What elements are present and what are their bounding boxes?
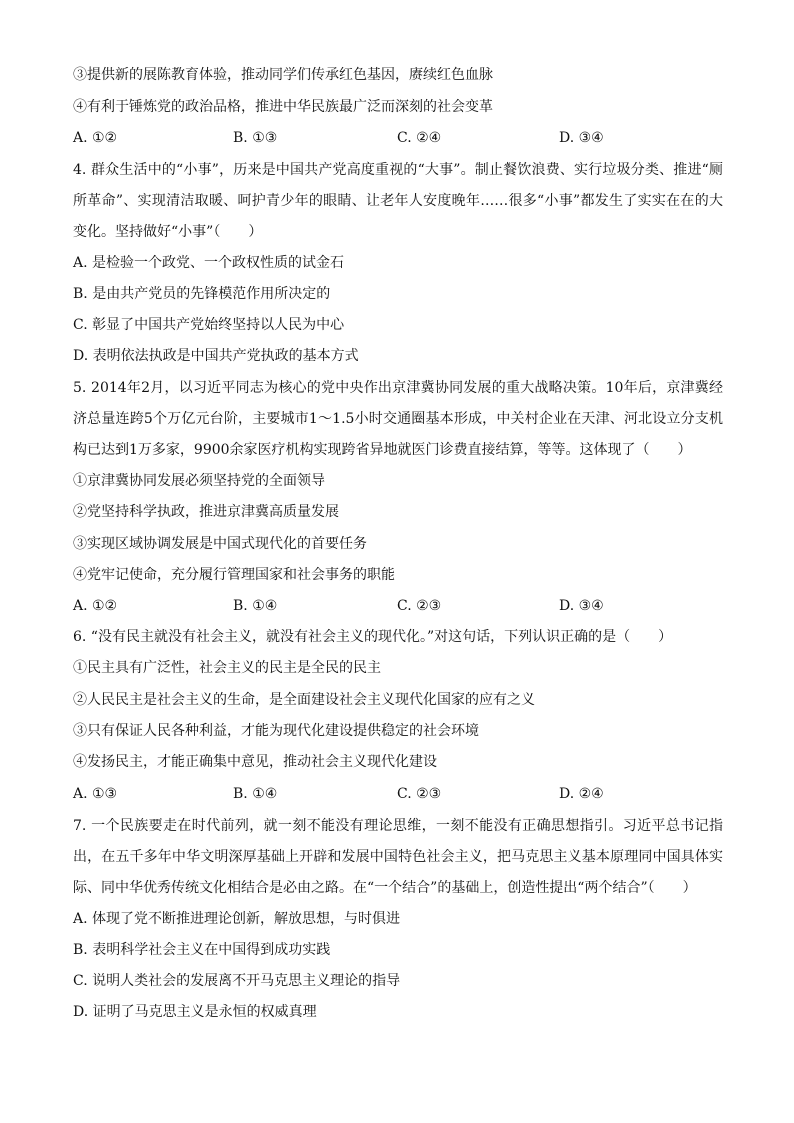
q5-option-c[interactable]: C. ②③ (397, 598, 442, 614)
q6-stem: 6. “没有民主就没有社会主义，就没有社会主义的现代化。”对这句话，下列认识正确的是（ ） (73, 629, 673, 645)
q5-option-b[interactable]: B. ①④ (233, 598, 278, 614)
q7-option-d[interactable]: D. 证明了马克思主义是永恒的权威真理 (73, 1004, 317, 1020)
q3-option-d[interactable]: D. ③④ (559, 130, 604, 146)
q6-statement-2: ②人民民主是社会主义的生命，是全面建设社会主义现代化国家的应有之义 (73, 692, 535, 708)
q5-options (73, 596, 733, 616)
q7-option-a[interactable]: A. 体现了党不断推进理论创新，解放思想，与时俱进 (73, 911, 401, 927)
q6-statement-3: ③只有保证人民各种利益，才能为现代化建设提供稳定的社会环境 (73, 723, 479, 739)
q6-statement-1: ①民主具有广泛性，社会主义的民主是全民的民主 (73, 660, 381, 676)
q3-option-c[interactable]: C. ②④ (397, 130, 442, 146)
q5-statement-1: ①京津冀协同发展必须坚持党的全面领导 (73, 473, 325, 489)
q6-option-b[interactable]: B. ①④ (233, 786, 278, 802)
q4-option-c[interactable]: C. 彰显了中国共产党始终坚持以人民为中心 (73, 317, 345, 333)
q5-stem: 5. 2014年2月，以习近平同志为核心的党中央作出京津冀协同发展的重大战略决策。10年后，京津冀经济总量连跨5个万亿元台阶，主要城市1～1.5小时交通圈基本形成，中关村企业在天津、河北设立分支机构已达到1万多家，9900余家医疗机构实现跨省异地就医门诊费直接结算，等等。这体现了（ ） (73, 380, 723, 458)
q7-option-b[interactable]: B. 表明科学社会主义在中国得到成功实践 (73, 942, 331, 958)
q5-statement-3: ③实现区域协调发展是中国式现代化的首要任务 (73, 536, 367, 552)
q3-statement-3: ③提供新的展陈教育体验，推动同学们传承红色基因，赓续红色血脉 (73, 67, 493, 83)
q3-options (73, 128, 733, 148)
q4-option-b[interactable]: B. 是由共产党员的先锋模范作用所决定的 (73, 286, 331, 302)
q6-options (73, 784, 733, 804)
q6-option-c[interactable]: C. ②③ (397, 786, 442, 802)
q5-option-d[interactable]: D. ③④ (559, 598, 604, 614)
q3-option-a[interactable]: A. ①② (73, 130, 118, 146)
q3-option-b[interactable]: B. ①③ (233, 130, 278, 146)
q5-statement-4: ④党牢记使命，充分履行管理国家和社会事务的职能 (73, 567, 395, 583)
q6-statement-4: ④发扬民主，才能正确集中意见，推动社会主义现代化建设 (73, 754, 437, 770)
q7-option-c[interactable]: C. 说明人类社会的发展离不开马克思主义理论的指导 (73, 973, 401, 989)
q7-stem: 7. 一个民族要走在时代前列，就一刻不能没有理论思维，一刻不能没有正确思想指引。习近平总书记指出，在五千多年中华文明深厚基础上开辟和发展中国特色社会主义，把马克思主义基本原理同中国具体实际、同中华优秀传统文化相结合是必由之路。在“一个结合”的基础上，创造性提出“两个结合”（ ） (73, 818, 723, 896)
q4-option-d[interactable]: D. 表明依法执政是中国共产党执政的基本方式 (73, 348, 359, 364)
q5-statement-2: ②党坚持科学执政，推进京津冀高质量发展 (73, 504, 339, 520)
q3-statement-4: ④有利于锤炼党的政治品格，推进中华民族最广泛而深刻的社会变革 (73, 99, 493, 115)
q4-option-a[interactable]: A. 是检验一个政党、一个政权性质的试金石 (73, 255, 345, 271)
q4-stem: 4. 群众生活中的“小事”，历来是中国共产党高度重视的“大事”。制止餐饮浪费、实行垃圾分类、推进“厕所革命”、实现清洁取暖、呵护青少年的眼睛、让老年人安度晚年……很多“小事”都发生了实实在在的大变化。坚持做好“小事”（ ） (73, 162, 723, 240)
q6-option-d[interactable]: D. ②④ (559, 786, 604, 802)
q5-option-a[interactable]: A. ①② (73, 598, 118, 614)
q6-option-a[interactable]: A. ①③ (73, 786, 118, 802)
